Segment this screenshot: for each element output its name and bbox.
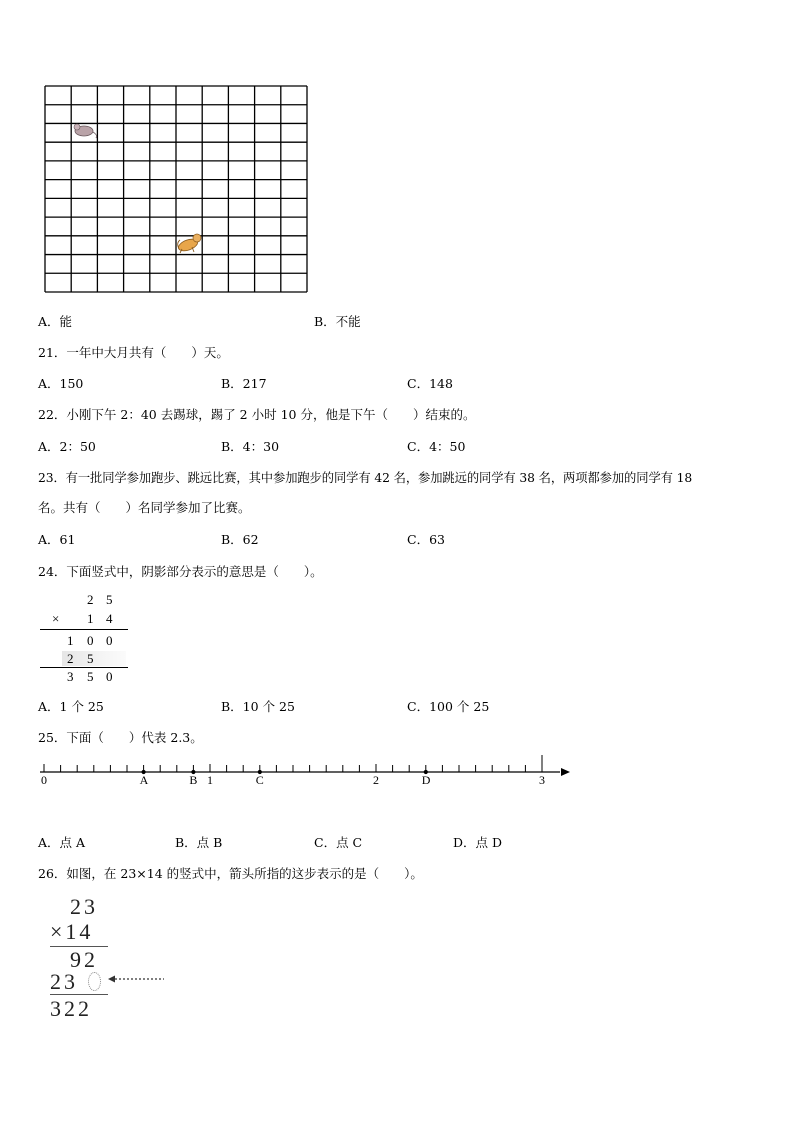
question-25: 25．下面（ ）代表 2.3。	[38, 730, 203, 745]
grid-figure	[44, 85, 310, 295]
calc24-times-sign: ×	[52, 611, 60, 626]
calc24-r3-d3: 0	[106, 633, 113, 648]
calc26-row4: 23	[50, 969, 78, 994]
vertical-multiplication-24	[40, 592, 140, 687]
dotted-arrow-icon	[108, 974, 164, 984]
calc26-row5: 322	[50, 996, 92, 1021]
q24-option-b[interactable]: B．10 个 25	[221, 699, 295, 714]
calc26-row3: 92	[70, 947, 98, 972]
q25-option-b[interactable]: B．点 B	[175, 835, 223, 850]
number-line-point-label: B	[189, 773, 198, 787]
q21-option-c[interactable]: C．148	[407, 376, 453, 391]
q22-option-c[interactable]: C．4：50	[407, 439, 466, 454]
number-line-label: 2	[373, 773, 379, 787]
calc24-line-1	[40, 629, 128, 630]
calc24-r2-d1: 1	[87, 611, 94, 626]
number-line-point-label: D	[421, 773, 431, 787]
calc26-row1: 23	[70, 894, 98, 919]
calc24-line-2	[40, 667, 128, 668]
calc24-r2-d2: 4	[106, 611, 113, 626]
grid-option-b[interactable]: B．不能	[314, 314, 361, 329]
calc24-r3-d1: 1	[67, 633, 74, 648]
question-24: 24．下面竖式中，阴影部分表示的意思是（ ）。	[38, 564, 323, 579]
cat-icon	[177, 234, 201, 253]
number-line-point-label: C	[255, 773, 264, 787]
calc26-row2: ×14	[50, 919, 94, 944]
calc24-r4-d1: 2	[67, 651, 74, 666]
placeholder-zero-icon	[88, 972, 101, 991]
number-line-point-label: A	[139, 773, 149, 787]
q21-option-b[interactable]: B．217	[221, 376, 267, 391]
question-26: 26．如图，在 23×14 的竖式中，箭头所指的这步表示的是（ ）。	[38, 866, 423, 881]
question-21: 21．一年中大月共有（ ）天。	[38, 345, 229, 360]
q24-option-a[interactable]: A．1 个 25	[38, 699, 104, 714]
calc26-line-2	[50, 994, 108, 995]
q25-option-a[interactable]: A．点 A	[38, 835, 86, 850]
question-23-line2: 名。共有（ ）名同学参加了比赛。	[38, 500, 251, 515]
calc24-r1-d1: 2	[87, 592, 94, 607]
vertical-multiplication-26	[48, 894, 178, 1024]
calc24-r4-d2: 5	[87, 651, 94, 666]
q22-option-a[interactable]: A．2：50	[38, 439, 96, 454]
q23-option-a[interactable]: A．61	[38, 532, 76, 547]
arrow-head-icon	[561, 768, 570, 776]
grid-option-a[interactable]: A．能	[38, 314, 73, 329]
calc24-r3-d2: 0	[87, 633, 94, 648]
q23-option-b[interactable]: B．62	[221, 532, 259, 547]
question-23-line1: 23．有一批同学参加跑步、跳远比赛，其中参加跑步的同学有 42 名，参加跳远的同学有 38 名，两项都参加的同学有 18	[38, 471, 693, 485]
q25-option-d[interactable]: D．点 D	[453, 835, 503, 850]
calc24-r5-d3: 0	[106, 669, 113, 684]
q25-option-c[interactable]: C．点 C	[314, 835, 363, 850]
calc24-r5-d1: 3	[67, 669, 74, 684]
number-line-label: 3	[539, 773, 545, 787]
calc24-r5-d2: 5	[87, 669, 94, 684]
q22-option-b[interactable]: B．4：30	[221, 439, 280, 454]
q24-option-c[interactable]: C．100 个 25	[407, 699, 490, 714]
question-22: 22．小刚下午 2：40 去踢球，踢了 2 小时 10 分，他是下午（ ）结束的。	[38, 407, 476, 422]
number-line-label: 0	[41, 773, 47, 787]
mouse-icon	[74, 124, 97, 138]
q21-option-a[interactable]: A．150	[38, 376, 84, 391]
number-line-label: 1	[207, 773, 213, 787]
q23-option-c[interactable]: C．63	[407, 532, 445, 547]
number-line	[30, 752, 570, 792]
calc24-r1-d2: 5	[106, 592, 113, 607]
